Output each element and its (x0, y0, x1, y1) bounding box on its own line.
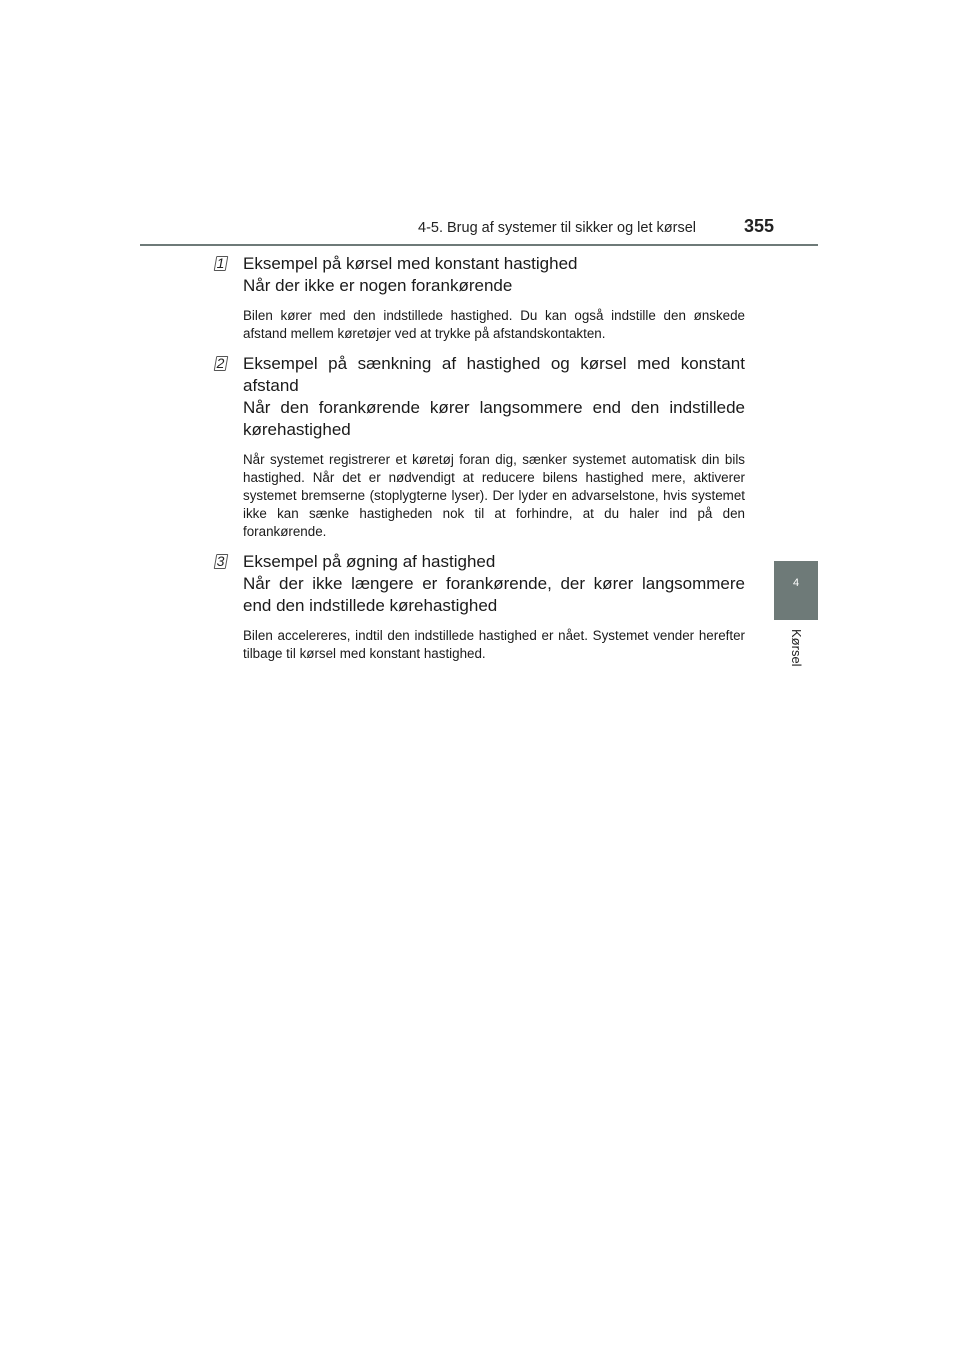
item-title (243, 353, 745, 441)
list-item (214, 353, 745, 541)
chapter-number: 4 (792, 577, 800, 589)
chapter-tab (774, 561, 818, 620)
item-title-line: Eksempel på sænkning af hastighed og kørsel med konstant afstand (243, 354, 745, 395)
page-header (140, 214, 818, 242)
section-title: 4-5. Brug af systemer til sikker og let kørsel (418, 220, 696, 236)
chapter-label: Kørsel (789, 629, 804, 667)
item-title-line: Når der ikke er nogen forankørende (243, 276, 513, 295)
item-title (243, 551, 745, 617)
item-description: Når systemet registrerer et køretøj foran dig, sænker systemet automatisk din bils hastighed. Når det er nødvendigt at reducere bilens hastighed mere, aktiverer systemet bremserne (stoplygterne lyser). Der lyder en advarselstone, hvis systemet ikke kan sænke hastigheden nok til at forhindre, at du haler ind på den forankørende. (243, 452, 745, 539)
list-item (214, 253, 745, 343)
header-divider (140, 244, 818, 246)
page-number: 355 (743, 216, 774, 236)
item-title-line: Når den forankørende kører langsommere end den indstillede kørehastighed (243, 398, 745, 439)
item-number-badge: 1 (214, 256, 227, 271)
list-item (214, 551, 745, 663)
item-title-line: Eksempel på øgning af hastighed (243, 552, 496, 571)
item-description: Bilen accelereres, indtil den indstillede hastighed er nået. Systemet vender herefter tilbage til kørsel med konstant hastighed. (243, 628, 745, 661)
item-description: Bilen kører med den indstillede hastighed. Du kan også indstille den ønskede afstand mellem køretøjer ved at trykke på afstandskontakten. (243, 308, 745, 341)
main-content (214, 253, 745, 673)
item-title (243, 253, 745, 297)
item-title-line: Når der ikke længere er forankørende, der kører langsommere end den indstillede kørehastighed (243, 574, 745, 615)
item-title-line: Eksempel på kørsel med konstant hastighed (243, 254, 578, 273)
item-number-badge: 3 (214, 554, 227, 569)
item-number-badge: 2 (214, 356, 227, 371)
